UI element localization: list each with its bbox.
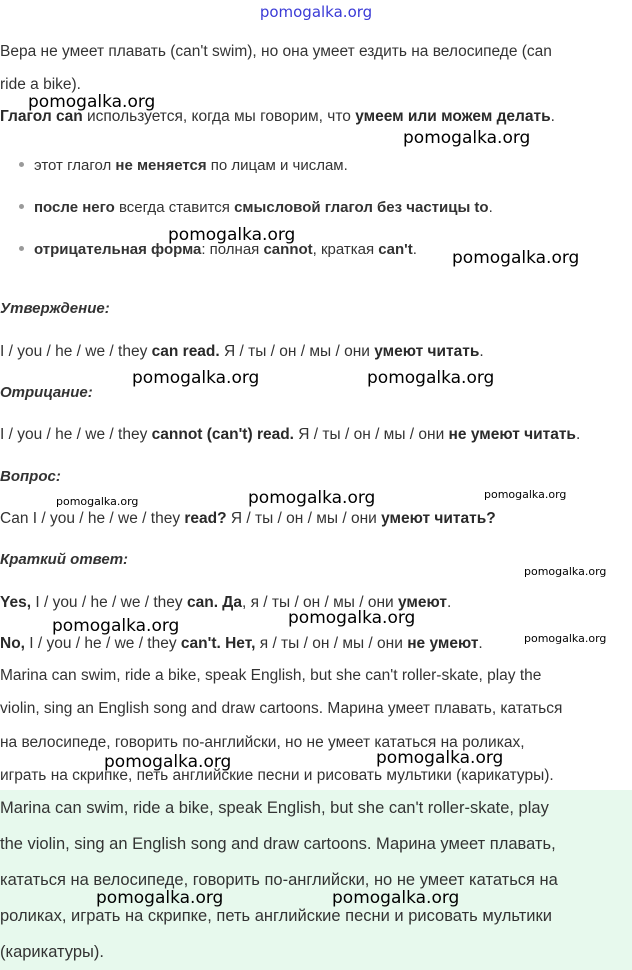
answer-highlight-text <box>0 790 630 970</box>
bullet-bold: не меняется <box>115 157 207 174</box>
short-text: . <box>446 594 452 611</box>
bullet-bold: cannot <box>263 241 313 258</box>
answer-line-1: Marina can swim, ride a bike, speak English, but she can't roller-skate, play the <box>0 667 542 684</box>
negation-text: I / you / he / we / they <box>0 426 152 443</box>
bullet-text: , краткая <box>312 241 379 258</box>
negation-text: . <box>575 426 581 443</box>
bullet-bold: после него <box>34 199 115 216</box>
answer-highlight-line-5: (карикатуры). <box>0 943 104 961</box>
bullet-dot-icon <box>19 246 24 251</box>
short-bold: не умеют <box>407 635 479 652</box>
watermark: pomogalka.org <box>332 888 460 908</box>
watermark: pomogalka.org <box>524 632 607 645</box>
watermark: pomogalka.org <box>484 488 567 501</box>
short-bold: can. Да <box>186 594 242 611</box>
affirm-bold: умеют читать <box>374 343 480 360</box>
affirm-line <box>0 335 484 368</box>
answer-line-4: играть на скрипке, петь английские песни и рисовать мультики (карикатуры). <box>0 767 554 784</box>
answer-highlight-line-1: Marina can swim, ride a bike, speak English, but she can't roller-skate, play <box>0 799 549 817</box>
watermark: pomogalka.org <box>452 248 580 268</box>
watermark: pomogalka.org <box>52 616 180 636</box>
rule-text-2: . <box>550 108 555 125</box>
bullet-item-1 <box>0 156 348 176</box>
watermark: pomogalka.org <box>524 565 607 578</box>
negation-heading: Отрицание: <box>0 384 93 401</box>
answer-highlight-line-3: кататься на велосипеде, говорить по-английски, но не умеет кататься на <box>0 871 558 889</box>
bullet-text: . <box>412 241 417 258</box>
watermark: pomogalka.org <box>248 488 376 508</box>
watermark: pomogalka.org <box>403 128 531 148</box>
bullet-text: . <box>488 199 493 216</box>
affirm-text: . <box>479 343 484 360</box>
answer-line-2: violin, sing an English song and draw cartoons. Марина умеет плавать, кататься <box>0 700 563 717</box>
bullet-dot-icon <box>19 204 24 209</box>
question-bold: умеют читать? <box>381 510 496 527</box>
bullet-text: всегда ставится <box>114 199 235 216</box>
short-text: , я / ты / он / мы / они <box>241 594 399 611</box>
watermark: pomogalka.org <box>168 225 296 245</box>
question-heading: Вопрос: <box>0 468 61 485</box>
negation-text: Я / ты / он / мы / они <box>294 426 449 443</box>
bullet-bold: смысловой глагол без частицы to <box>234 199 489 216</box>
short-text: I / you / he / we / they <box>31 594 187 611</box>
affirm-text: I / you / he / we / they <box>0 343 152 360</box>
rule-bold-1: Глагол can <box>0 108 83 125</box>
watermark: pomogalka.org <box>56 495 139 508</box>
bullet-dot-icon <box>19 162 24 167</box>
question-bold: read? <box>184 510 227 527</box>
affirm-text: Я / ты / он / мы / они <box>219 343 375 360</box>
rule-text-1: используется, когда мы говорим, что <box>82 108 356 125</box>
answer-highlight-line-2: the violin, sing an English song and draw cartoons. Марина умеет плавать, <box>0 835 556 853</box>
bullet-bold: can't <box>378 241 413 258</box>
answer-line-3: на велосипеде, говорить по-английски, но не умеет кататься на роликах, <box>0 734 525 751</box>
question-text: Can I / you / he / we / they <box>0 510 185 527</box>
watermark: pomogalka.org <box>132 368 260 388</box>
affirm-bold: can read. <box>151 343 220 360</box>
negation-line <box>0 418 580 451</box>
short-text: . <box>478 635 483 652</box>
short-heading: Краткий ответ: <box>0 551 129 568</box>
short-bold: can't. Нет, <box>180 635 256 652</box>
intro-line-1: Вера не умеет плавать (can't swim), но она умеет ездить на велосипеде (can <box>0 43 552 60</box>
site-logo-text[interactable]: pomogalka.org <box>259 3 373 21</box>
short-bold: No, <box>0 635 25 652</box>
watermark: pomogalka.org <box>104 752 232 772</box>
answer-highlight-line-4: роликах, играть на скрипке, петь английские песни и рисовать мультики <box>0 907 552 925</box>
question-text: Я / ты / он / мы / они <box>226 510 382 527</box>
negation-bold: не умеют читать <box>448 426 576 443</box>
rule-bold-2: умеем или можем делать <box>355 108 551 125</box>
intro-line-2: ride a bike). <box>0 76 81 93</box>
bullet-item-2 <box>0 198 493 218</box>
watermark: pomogalka.org <box>288 608 416 628</box>
negation-bold: cannot (can't) read. <box>151 426 294 443</box>
bullet-text: : полная <box>201 241 264 258</box>
watermark: pomogalka.org <box>28 92 156 112</box>
bullet-bold: отрицательная форма <box>34 241 202 258</box>
short-text: I / you / he / we / they <box>24 635 181 652</box>
bullet-text: этот глагол <box>34 157 116 174</box>
watermark: pomogalka.org <box>96 888 224 908</box>
watermark: pomogalka.org <box>376 748 504 768</box>
watermark: pomogalka.org <box>367 368 495 388</box>
short-bold: Yes, <box>0 594 32 611</box>
short-text: я / ты / он / мы / они <box>255 635 408 652</box>
affirm-heading: Утверждение: <box>0 300 110 317</box>
short-bold: умеют <box>398 594 447 611</box>
bullet-text: по лицам и числам. <box>206 157 348 174</box>
